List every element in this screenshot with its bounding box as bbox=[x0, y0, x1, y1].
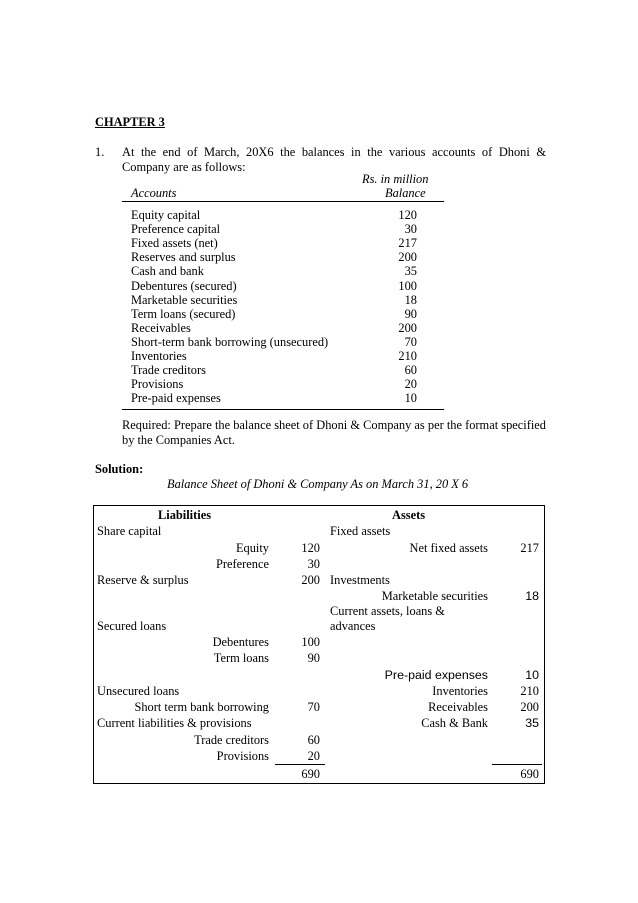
solution-label: Solution: bbox=[95, 462, 144, 476]
debentures-label: Debentures bbox=[212, 635, 269, 649]
cash-bank-value: 35 bbox=[525, 716, 539, 730]
account-balance: 10 bbox=[404, 391, 417, 406]
account-label: Equity capital bbox=[131, 208, 201, 222]
fixed-assets-label: Fixed assets bbox=[330, 524, 391, 538]
question-text: At the end of March, 20X6 the balances in the various accounts of Dhoni & Company are as follows: bbox=[122, 145, 546, 174]
account-balance: 100 bbox=[398, 278, 417, 293]
net-fixed-assets-label: Net fixed assets bbox=[409, 541, 488, 555]
account-label: Marketable securities bbox=[131, 292, 238, 307]
marketable-securities-value: 18 bbox=[525, 589, 539, 603]
net-fixed-assets-value: 217 bbox=[520, 541, 539, 555]
reserve-value: 200 bbox=[301, 573, 320, 587]
provisions-value: 20 bbox=[307, 749, 320, 763]
accounts-header: Accounts bbox=[131, 186, 177, 200]
current-assets-label-line1: Current assets, loans & bbox=[330, 604, 445, 618]
question-number: 1. bbox=[95, 145, 105, 159]
balance-header: Balance bbox=[385, 186, 426, 200]
trade-creditors-label: Trade creditors bbox=[194, 733, 269, 747]
account-label: Term loans (secured) bbox=[131, 306, 236, 321]
table-top-rule bbox=[122, 201, 444, 202]
reserve-label: Reserve & surplus bbox=[97, 573, 189, 587]
debentures-value: 100 bbox=[301, 635, 320, 649]
trade-creditors-value: 60 bbox=[307, 733, 320, 747]
receivables-value: 200 bbox=[520, 700, 539, 714]
account-label: Inventories bbox=[131, 349, 187, 363]
provisions-label: Provisions bbox=[216, 749, 269, 763]
account-balance: 200 bbox=[398, 250, 417, 265]
stb-value: 70 bbox=[307, 700, 320, 714]
account-label: Fixed assets (net) bbox=[131, 236, 218, 251]
table-bottom-rule bbox=[122, 409, 444, 410]
units-label: Rs. in million bbox=[362, 172, 429, 186]
assets-total: 690 bbox=[520, 767, 539, 781]
chapter-title: CHAPTER 3 bbox=[95, 115, 165, 129]
account-balance: 35 bbox=[404, 264, 417, 279]
account-balance: 90 bbox=[404, 306, 417, 321]
account-label: Trade creditors bbox=[131, 363, 206, 378]
account-balance: 70 bbox=[404, 334, 417, 349]
equity-label: Equity bbox=[235, 541, 269, 555]
term-loans-label: Term loans bbox=[213, 651, 269, 665]
preference-label: Preference bbox=[216, 557, 269, 571]
share-capital-label: Share capital bbox=[97, 524, 162, 538]
liabilities-header: Liabilities bbox=[158, 508, 212, 522]
liabilities-total: 690 bbox=[301, 767, 320, 781]
cash-bank-label: Cash & Bank bbox=[421, 716, 488, 730]
account-balance: 120 bbox=[398, 208, 417, 222]
current-liabilities-label: Current liabilities & provisions bbox=[97, 716, 252, 730]
prepaid-expenses-label: Pre-paid expenses bbox=[384, 668, 488, 682]
assets-header: Assets bbox=[392, 508, 426, 522]
inventories-label: Inventories bbox=[432, 684, 488, 698]
account-balance: 60 bbox=[404, 363, 417, 378]
account-label: Receivables bbox=[131, 320, 191, 335]
account-label: Reserves and surplus bbox=[131, 250, 236, 265]
account-balance: 210 bbox=[398, 349, 417, 363]
marketable-securities-label: Marketable securities bbox=[381, 589, 488, 603]
account-label: Debentures (secured) bbox=[131, 278, 237, 293]
account-label: Pre-paid expenses bbox=[131, 391, 221, 406]
account-label: Cash and bank bbox=[131, 264, 204, 279]
account-balance: 217 bbox=[398, 236, 417, 251]
receivables-label: Receivables bbox=[428, 700, 488, 714]
account-label: Short-term bank borrowing (unsecured) bbox=[131, 334, 329, 349]
balance-sheet-title: Balance Sheet of Dhoni & Company As on March 31, 20 X 6 bbox=[167, 477, 469, 491]
inventories-value: 210 bbox=[520, 684, 539, 698]
account-balance: 200 bbox=[398, 320, 417, 335]
account-balance: 18 bbox=[404, 292, 417, 307]
current-assets-label-line2: advances bbox=[330, 619, 376, 633]
prepaid-expenses-value: 10 bbox=[525, 668, 539, 682]
required-text: Required: Prepare the balance sheet of Dhoni & Company as per the format specified by the Companies Act. bbox=[122, 418, 546, 447]
account-label: Provisions bbox=[131, 377, 184, 392]
assets-subtotal-rule bbox=[492, 764, 542, 765]
term-loans-value: 90 bbox=[307, 651, 320, 665]
account-label: Preference capital bbox=[131, 222, 221, 237]
equity-value: 120 bbox=[301, 541, 320, 555]
preference-value: 30 bbox=[307, 557, 320, 571]
account-balance: 20 bbox=[404, 377, 417, 392]
liabilities-subtotal-rule bbox=[275, 764, 325, 765]
unsecured-loans-label: Unsecured loans bbox=[97, 684, 180, 698]
secured-loans-label: Secured loans bbox=[97, 619, 167, 633]
stb-label: Short term bank borrowing bbox=[134, 700, 269, 714]
account-balance: 30 bbox=[404, 222, 417, 237]
investments-label: Investments bbox=[330, 573, 390, 587]
